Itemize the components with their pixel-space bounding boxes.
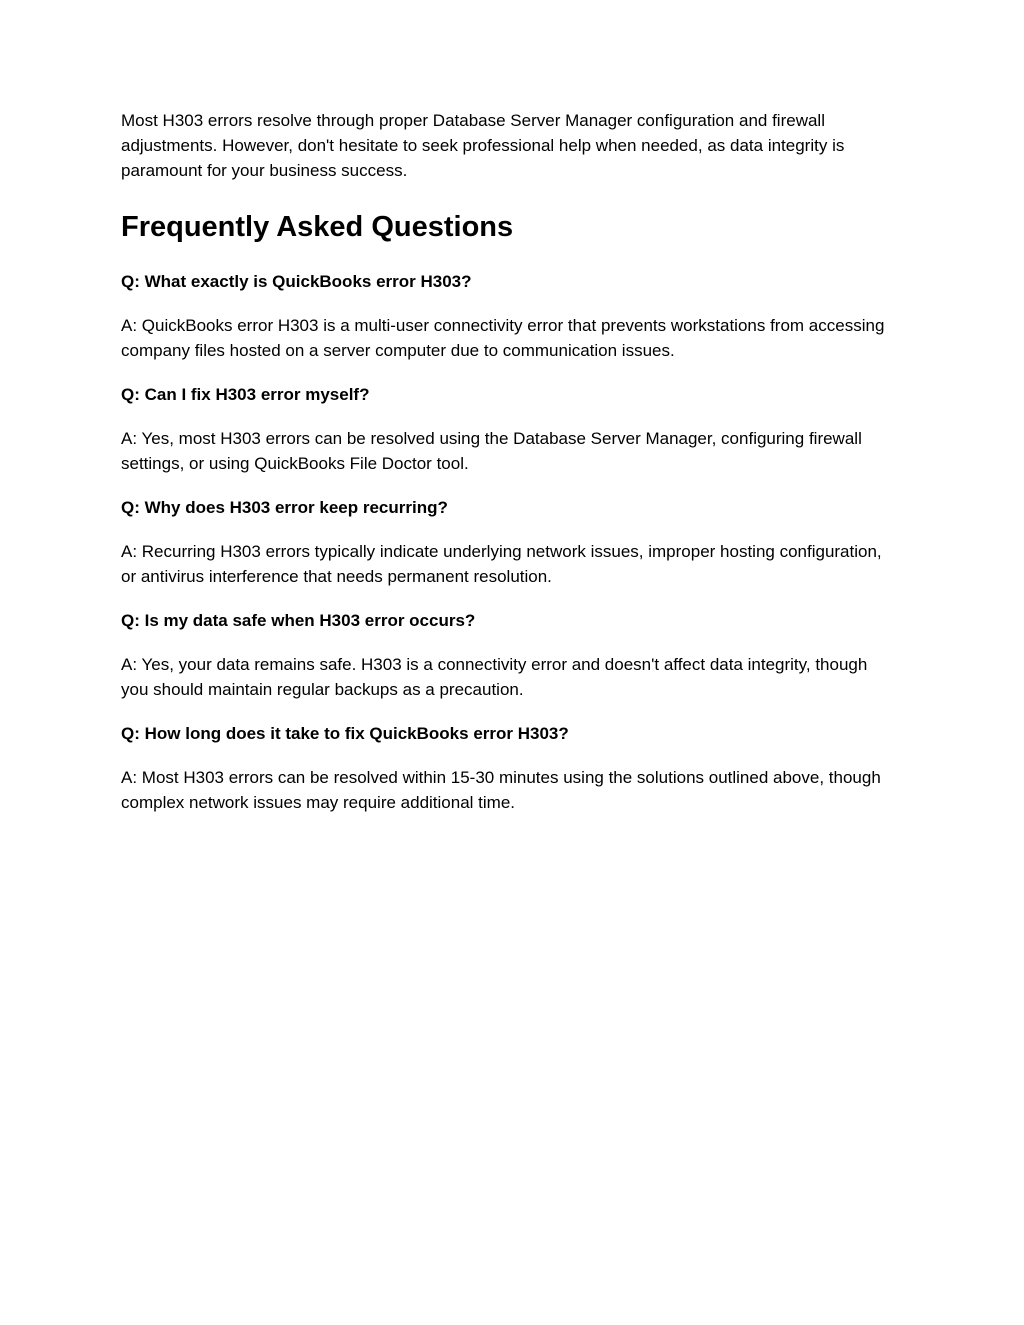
faq-answer: A: Most H303 errors can be resolved within 15-30 minutes using the solutions outlined above, though complex network issues may require additional time.: [121, 768, 881, 812]
faq-question: Q: How long does it take to fix QuickBooks error H303?: [121, 724, 569, 743]
faq-question: Q: Is my data safe when H303 error occurs?: [121, 611, 476, 630]
faq-answer: A: Yes, most H303 errors can be resolved using the Database Server Manager, configuring firewall settings, or using QuickBooks File Doctor tool.: [121, 429, 862, 473]
faq-answer: A: Yes, your data remains safe. H303 is a connectivity error and doesn't affect data integrity, though you should maintain regular backups as a precaution.: [121, 655, 868, 699]
faq-item: [121, 382, 894, 476]
faq-item: [121, 269, 894, 363]
faq-question: Q: Can I fix H303 error myself?: [121, 385, 370, 404]
faq-item: [121, 495, 894, 589]
faq-question: Q: Why does H303 error keep recurring?: [121, 498, 448, 517]
faq-question: Q: What exactly is QuickBooks error H303?: [121, 272, 472, 291]
faq-answer: A: QuickBooks error H303 is a multi-user connectivity error that prevents workstations from accessing company files hosted on a server computer due to communication issues.: [121, 316, 885, 360]
page-title: Frequently Asked Questions: [121, 211, 514, 243]
intro-paragraph: Most H303 errors resolve through proper Database Server Manager configuration and firewall adjustments. However, don't hesitate to seek professional help when needed, as data integrity is paramount for your business success.: [121, 111, 845, 180]
faq-item: [121, 721, 894, 815]
faq-answer: A: Recurring H303 errors typically indicate underlying network issues, improper hosting configuration, or antivirus interference that needs permanent resolution.: [121, 542, 882, 586]
faq-item: [121, 608, 894, 702]
